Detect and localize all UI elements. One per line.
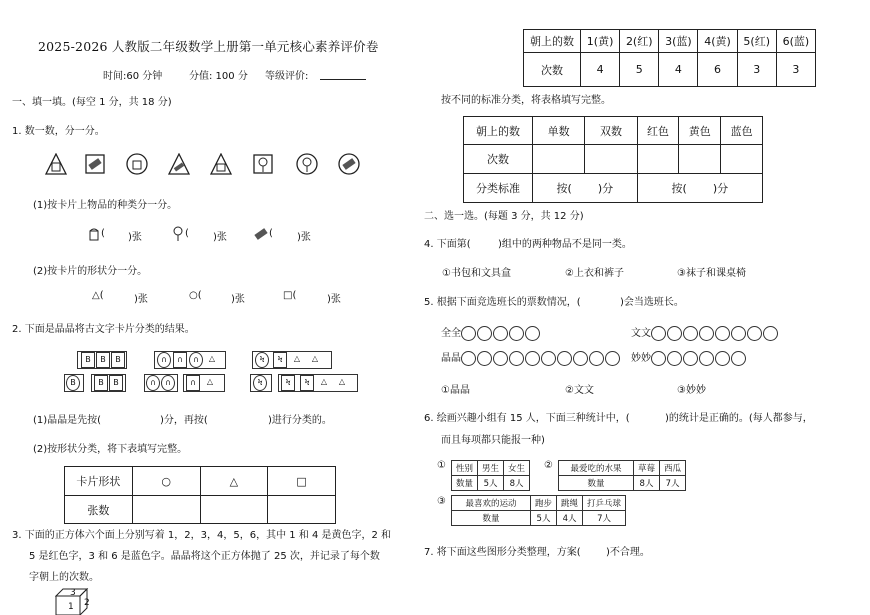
standard-close: )分 — [712, 182, 729, 195]
vote-circle — [667, 351, 682, 366]
answer-cell[interactable] — [200, 496, 268, 524]
q2-shape-table — [64, 466, 336, 524]
cube-top-label: 3 — [70, 588, 76, 598]
table-header-cell: ○ — [132, 467, 200, 496]
candidate-name: 全全 — [441, 328, 461, 339]
table-header-cell: 朝上的数 — [524, 30, 581, 53]
mini-header: 跳绳 — [557, 496, 583, 511]
script-card: ∩ — [173, 352, 187, 368]
bucket-icon — [88, 228, 100, 241]
q2-part1-a: (1)晶晶是先按( — [33, 415, 102, 426]
square-lollipop-card-icon — [252, 153, 274, 175]
vote-circle — [747, 326, 762, 341]
script-card: B — [66, 375, 80, 391]
q5-option-1[interactable]: ①晶晶 — [441, 385, 470, 396]
script-card: ∩ — [186, 375, 200, 391]
q4-option-2[interactable]: ②上衣和裤子 — [565, 268, 624, 279]
vote-circle — [699, 351, 714, 366]
table-header-cell: □ — [268, 467, 336, 496]
table-header-cell: 3(蓝) — [659, 30, 698, 53]
vote-circle — [493, 351, 508, 366]
mini-header: 打乒乓球 — [583, 496, 626, 511]
blank-close[interactable]: )张 — [128, 232, 142, 243]
q7-title-end[interactable]: )不合理。 — [606, 547, 650, 558]
circle-count-label: ○( — [189, 290, 202, 301]
vote-circle — [667, 326, 682, 341]
script-card: ∩ — [189, 352, 203, 368]
vote-circle — [541, 351, 556, 366]
vote-circle — [683, 326, 698, 341]
vote-circle — [715, 326, 730, 341]
vote-circle — [509, 326, 524, 341]
mini-cell: 数量 — [452, 476, 478, 491]
script-card: B — [109, 375, 123, 391]
q3-line2: 5 是红色字，3 和 6 是蓝色字。晶晶将这个正方体抛了 25 次，并记录了每个数 — [29, 551, 380, 562]
answer-cell[interactable] — [637, 145, 679, 174]
table-header-cell: 红色 — [637, 117, 679, 145]
lollipop-icon — [172, 226, 184, 242]
vote-circles — [461, 353, 621, 364]
mini-cell: 8人 — [504, 476, 530, 491]
script-card: B — [81, 352, 95, 368]
mini-header: 最爱吃的水果 — [559, 461, 634, 476]
script-card: △ — [206, 377, 214, 386]
section2-heading: 二、选一选。(每题 3 分，共 12 分) — [424, 211, 584, 222]
table-row-label: 分类标准 — [464, 174, 533, 203]
table-header-cell: 2(红) — [620, 30, 659, 53]
script-card: B — [111, 352, 125, 368]
triangle-bucket-card-icon — [45, 153, 67, 175]
exam-time: 时间:60 分钟 — [103, 71, 163, 82]
mini-cell: 4人 — [557, 511, 583, 526]
mini-cell: 7人 — [660, 476, 686, 491]
vote-circle — [651, 326, 666, 341]
triangle-count-label: △( — [92, 290, 104, 301]
vote-circle — [477, 351, 492, 366]
vote-circle — [651, 351, 666, 366]
vote-circle — [525, 351, 540, 366]
table-row-label: 张数 — [65, 496, 133, 524]
table-cell: 4 — [659, 53, 698, 87]
script-card: ∩ — [157, 352, 171, 368]
vote-circle — [683, 351, 698, 366]
vote-circle — [731, 326, 746, 341]
q3-line1: 3. 下面的正方体六个面上分别写着 1，2，3，4，5，6，其中 1 和 4 是黄色字，2 和 — [12, 530, 392, 541]
table-header-cell: 朝上的数 — [464, 117, 533, 145]
circle-count-blank[interactable]: )张 — [231, 294, 245, 305]
standard-open: 按( — [671, 182, 687, 195]
table-header-cell: 4(黄) — [698, 30, 737, 53]
q2-part1-b[interactable]: )分，再按( — [160, 415, 208, 426]
q6-table-1 — [451, 460, 530, 491]
blank-open: ( — [101, 228, 105, 239]
mini-cell: 数量 — [559, 476, 634, 491]
table-cell: 6 — [698, 53, 737, 87]
q6-line1-a: 6. 绘画兴趣小组有 15 人，下面三种统计中，( — [424, 413, 630, 424]
q2-part1-c[interactable]: )进行分类的。 — [268, 415, 332, 426]
table-header-cell: △ — [200, 467, 268, 496]
mini-header: 男生 — [478, 461, 504, 476]
mini-header: 草莓 — [634, 461, 660, 476]
script-card: ∩ — [161, 375, 175, 391]
vote-row-quanquan — [441, 324, 541, 341]
q2-title: 2. 下面是晶晶将古文字卡片分类的结果。 — [12, 324, 195, 335]
circle-bandage-card-icon — [338, 153, 360, 175]
blank-open: ( — [185, 228, 189, 239]
vote-circles — [651, 328, 779, 339]
candidate-name: 晶晶 — [441, 353, 461, 364]
mini-header: 西瓜 — [660, 461, 686, 476]
q6-t1-marker[interactable]: ① — [437, 460, 446, 471]
mini-cell: 7人 — [583, 511, 626, 526]
q1-part1: (1)按卡片上物品的种类分一分。 — [33, 200, 178, 211]
table-header-cell: 卡片形状 — [65, 467, 133, 496]
cube-side-label: 2 — [84, 598, 90, 608]
vote-circle — [509, 351, 524, 366]
q1-part2: (2)按卡片的形状分一分。 — [33, 266, 148, 277]
q1-title: 1. 数一数，分一分。 — [12, 126, 105, 137]
script-card: △ — [293, 354, 301, 363]
mini-cell: 数量 — [452, 511, 531, 526]
answer-cell[interactable] — [533, 145, 585, 174]
vote-circle — [715, 351, 730, 366]
mini-cell: 8人 — [634, 476, 660, 491]
vote-circles — [461, 328, 541, 339]
q5-option-2[interactable]: ②文文 — [565, 385, 594, 396]
q6-t2-marker[interactable]: ② — [544, 460, 553, 471]
vote-circle — [525, 326, 540, 341]
triangle-bandage-card-icon — [168, 153, 190, 175]
bandage-icon — [254, 228, 268, 240]
table-header-cell: 单数 — [533, 117, 585, 145]
section1-heading: 一、填一填。(每空 1 分，共 18 分) — [12, 97, 172, 108]
circle-lollipop-card-icon — [296, 153, 318, 175]
candidate-name: 妙妙 — [631, 353, 651, 364]
script-card: ∩ — [146, 375, 160, 391]
standard-open: 按( — [556, 182, 572, 195]
table-header-cell: 双数 — [585, 117, 637, 145]
mini-cell: 5人 — [478, 476, 504, 491]
vote-circle — [763, 326, 778, 341]
q4-title-end[interactable]: )组中的两种物品不是同一类。 — [498, 239, 632, 250]
standard-close: )分 — [597, 182, 614, 195]
table-cell: 3 — [776, 53, 815, 87]
table-cell: 3 — [737, 53, 776, 87]
table-cell: 5 — [620, 53, 659, 87]
answer-cell[interactable] — [721, 145, 763, 174]
classify-table — [463, 116, 763, 203]
standard-cell-a[interactable] — [533, 174, 638, 203]
grade-blank[interactable] — [320, 79, 366, 80]
q4-title: 4. 下面第( — [424, 239, 471, 250]
candidate-name: 文文 — [631, 328, 651, 339]
q5-title: 5. 根据下面竞选班长的票数情况，( — [424, 297, 581, 308]
grade-label: 等级评价: — [265, 71, 309, 82]
q6-t3-marker[interactable]: ③ — [437, 496, 446, 507]
paper-title: 2025-2026 人教版二年级数学上册第一单元核心素养评价卷 — [38, 39, 379, 54]
script-card: △ — [338, 377, 346, 386]
dice-result-table — [523, 29, 816, 87]
vote-circle — [477, 326, 492, 341]
square-bandage-card-icon — [84, 153, 106, 175]
q3-line3: 字朝上的次数。 — [29, 572, 99, 583]
table-header-cell: 黄色 — [679, 117, 721, 145]
table-row-label: 次数 — [464, 145, 533, 174]
q6-line2: 而且每项都只能报一种) — [441, 435, 545, 446]
vote-circle — [731, 351, 746, 366]
script-card: Ϟ — [255, 352, 269, 368]
q4-option-1[interactable]: ①书包和文具盒 — [442, 268, 511, 279]
q5-option-3[interactable]: ③妙妙 — [677, 385, 706, 396]
table-header-cell: 6(蓝) — [776, 30, 815, 53]
vote-circle — [557, 351, 572, 366]
triangle-count-blank[interactable]: )张 — [134, 294, 148, 305]
answer-cell[interactable] — [679, 145, 721, 174]
q6-table-3 — [451, 495, 626, 526]
q5-title-end[interactable]: )会当选班长。 — [620, 297, 684, 308]
script-card: △ — [311, 354, 319, 363]
script-card: B — [96, 352, 110, 368]
mini-header: 性别 — [452, 461, 478, 476]
vote-row-miaomiao — [631, 349, 747, 366]
script-card: Ϟ — [281, 375, 295, 391]
mini-header: 最喜欢的运动 — [452, 496, 531, 511]
vote-circle — [589, 351, 604, 366]
mini-header: 跑步 — [531, 496, 557, 511]
script-card: △ — [320, 377, 328, 386]
square-count-label: □( — [283, 290, 297, 301]
standard-cell-b[interactable] — [637, 174, 762, 203]
table-header-cell: 1(黄) — [581, 30, 620, 53]
blank-close[interactable]: )张 — [213, 232, 227, 243]
triangle-bucket-card-icon-2 — [210, 153, 232, 175]
vote-circle — [573, 351, 588, 366]
vote-circle — [493, 326, 508, 341]
blank-open: ( — [269, 228, 273, 239]
vote-circle — [605, 351, 620, 366]
blank-close[interactable]: )张 — [297, 232, 311, 243]
q6-table-2 — [558, 460, 686, 491]
mini-header: 女生 — [504, 461, 530, 476]
mini-cell: 5人 — [531, 511, 557, 526]
table-header-cell: 蓝色 — [721, 117, 763, 145]
table-header-cell: 5(红) — [737, 30, 776, 53]
vote-row-wenwen — [631, 324, 779, 341]
answer-cell[interactable] — [268, 496, 336, 524]
vote-circle — [461, 351, 476, 366]
vote-row-jingjing — [441, 349, 621, 366]
table-cell: 4 — [581, 53, 620, 87]
table-row-label: 次数 — [524, 53, 581, 87]
circle-bucket-card-icon — [126, 153, 148, 175]
q2-part2: (2)按形状分类，将下表填写完整。 — [33, 444, 188, 455]
q7-title: 7. 将下面这些图形分类整理，方案( — [424, 547, 581, 558]
vote-circle — [699, 326, 714, 341]
exam-score: 分值: 100 分 — [189, 71, 248, 82]
answer-cell[interactable] — [132, 496, 200, 524]
cube-front-label: 1 — [68, 602, 74, 612]
vote-circle — [461, 326, 476, 341]
script-card: △ — [208, 354, 216, 363]
square-count-blank[interactable]: )张 — [327, 294, 341, 305]
vote-circles — [651, 353, 747, 364]
script-card: Ϟ — [253, 375, 267, 391]
script-card: Ϟ — [300, 375, 314, 391]
classify-instruction: 按不同的标准分类，将表格填写完整。 — [441, 95, 611, 106]
q4-option-3[interactable]: ③袜子和课桌椅 — [677, 268, 746, 279]
script-card: B — [94, 375, 108, 391]
script-card: Ϟ — [273, 352, 287, 368]
q6-line1-b[interactable]: )的统计是正确的。(每人都参与， — [665, 413, 813, 424]
answer-cell[interactable] — [585, 145, 637, 174]
